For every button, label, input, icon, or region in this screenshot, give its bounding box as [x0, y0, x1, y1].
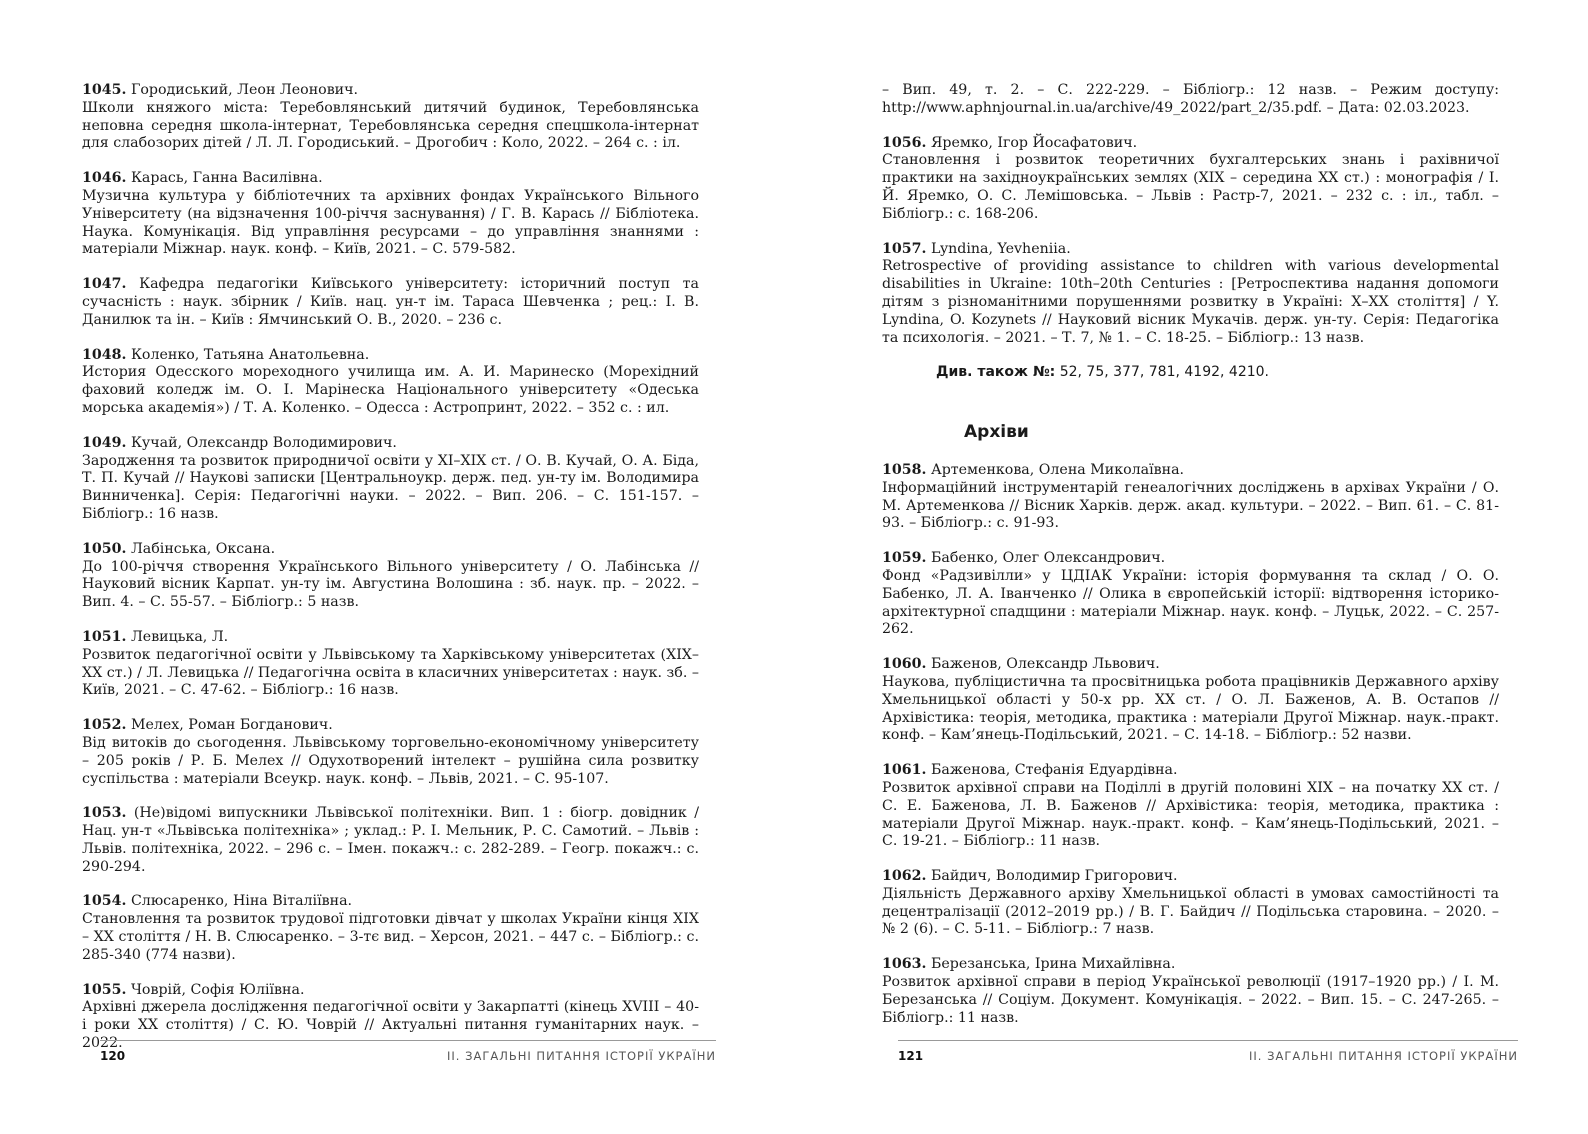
right-column — [882, 82, 1499, 1044]
entry-1055-continuation: – Вип. 49, т. 2. – С. 222-229. – Бібліогр.: 12 назв. – Режим доступу: http://www.aphnjournal.in.ua/archive/49_2022/part_2/35.pdf. – Дата: 02.03.2023. — [882, 82, 1499, 116]
entry-1045: 1045. Городиський, Леон Леонович. Школи княжого міста: Теребовлянський дитячий будинок, Теребовлянська неповна середня школа-інтернат, Теребовлянська середня спецшкола-інтернат для слабозорих дітей / Л. Л. Городиський. – Дрогобич : Коло, 2022. – 264 с. : іл. — [82, 82, 699, 152]
entry-text: Становлення та розвиток трудової підготовки дівчат у школах України кінця XIX – XX століття / Н. В. Слюсаренко. – 3-тє вид. – Херсон, 2021. – 447 с. – Бібліогр.: с. 285-340 (774 назви). — [82, 911, 699, 963]
entry-author: Баженова, Стефанія Едуардівна. — [930, 762, 1178, 779]
entry-author: Бабенко, Олег Олександрович. — [930, 550, 1166, 567]
entry-author: Карась, Ганна Василівна. — [130, 170, 323, 187]
entry-1048: 1048. Коленко, Татьяна Анатольевна. История Одесского мореходного училища им. А. И. Маринеско (Морехідний фаховий коледж ім. О. І. Марінеска Національного університету «Одеська морська академія») / Т. А. Коленко. – Одесса : Астропринт, 2022. – 352 с. : ил. — [82, 346, 699, 416]
page-number: 121 — [898, 1049, 924, 1063]
left-column — [82, 82, 699, 1070]
entry-author: Байдич, Володимир Григорович. — [930, 868, 1178, 885]
running-title: ІІ. ЗАГАЛЬНІ ПИТАННЯ ІСТОРІЇ УКРАЇНИ — [446, 1049, 716, 1063]
entry-text: Від витоків до сьогодення. Львівському торговельно-економічному університету – 205 років / Р. Б. Мелех // Одухотворений інтелект – рушійна сила розвитку суспільства : матеріали Всеукр. наук. конф. – Львів, 2021. – С. 95-107. — [82, 734, 699, 787]
entry-text: Кафедра педагогіки Київського університету: історичний поступ та сучасність : наук. збірник / Київ. нац. ун-т ім. Тараса Шевченка ; рец.: І. В. Данилюк та ін. – Київ : Ямчинський О. В., 2020. – 236 с. — [82, 276, 699, 328]
entry-text: Розвиток архівної справи на Поділлі в другій половині XIX – на початку XX ст. / С. Е. Баженова, Л. В. Баженов // Архівістика: теорія, методика, практика : матеріали Другої Міжнар. наук.-практ. конф. – Кам’янець-Подільський, 2021. – С. 19-21. – Бібліогр.: 11 назв. — [882, 779, 1499, 850]
entry-author: Артеменкова, Олена Миколаївна. — [930, 461, 1185, 478]
entry-1057: 1057. Lyndina, Yevheniia. Retrospective of providing assistance to children with various developmental disabilities in Ukraine: 10th–20th Centuries : [Ретроспектива надання допомоги дітям з різноманітними порушеннями розвитку в Україні: X–XX століття] / Y. Lyndina, O. Kozynets // Науковий вісник Мукачів. держ. ун-ту. Серія: Педагогіка та психологія. – 2021. – Т. 7, № 1. – С. 18-25. – Бібліогр.: 13 назв. — [882, 240, 1499, 346]
entry-text: Становлення і розвиток теоретичних бухгалтерських знань і рахівничої практики на західноукраїнських землях (XIX – середина XX ст.) : монографія / І. Й. Яремко, О. С. Лемішовська. – Львів : Растр-7, 2021. – 232 с. : іл., табл. – Бібліогр.: с. 168-206. — [882, 152, 1499, 222]
see-also-numbers: 52, 75, 377, 781, 4192, 4210. — [1055, 364, 1269, 381]
entry-1061: 1061. Баженова, Стефанія Едуардівна. Розвиток архівної справи на Поділлі в другій половині XIX – на початку XX ст. / С. Е. Баженова, Л. В. Баженов // Архівістика: теорія, методика, практика : матеріали Другої Міжнар. наук.-практ. конф. – Кам’янець-Подільський, 2021. – С. 19-21. – Бібліогр.: 11 назв. — [882, 762, 1499, 850]
entry-text: Архівні джерела дослідження педагогічної освіти у Закарпатті (кінець XVIII – 40-і роки XX століття) / С. Ю. Човрій // Актуальні питання гуманітарних наук. – 2022. — [82, 999, 699, 1052]
entry-1054: 1054. Слюсаренко, Ніна Віталіївна. Становлення та розвиток трудової підготовки дівчат у школах України кінця XIX – XX століття / Н. В. Слюсаренко. – 3-тє вид. – Херсон, 2021. – 447 с. – Бібліогр.: с. 285-340 (774 назви). — [82, 893, 699, 963]
entry-author: Слюсаренко, Ніна Віталіївна. — [130, 893, 353, 910]
entry-author: Lyndina, Yevheniia. — [930, 240, 1071, 257]
entry-text: Retrospective of providing assistance to children with various developmental disabilities in Ukraine: 10th–20th Centuries : [Ретроспектива надання допомоги дітям з різноманітними порушеннями розвитку в Україні: X–XX століття] / Y. Lyndina, O. Kozynets // Науковий вісник Мукачів. держ. ун-ту. Серія: Педагогіка та психологія. – 2021. – Т. 7, № 1. – С. 18-25. – Бібліогр.: 13 назв. — [882, 258, 1499, 346]
entry-text: Зародження та розвиток природничої освіти у XI–XIX ст. / О. В. Кучай, О. А. Біда, Т. П. Кучай // Наукові записки [Центральноукр. держ. пед. ун-ту ім. Володимира Винниченка]. Серія: Педагогічні науки. – 2022. – Вип. 206. – С. 151-157. – Бібліогр.: 16 назв. — [82, 452, 699, 522]
entry-author: Левицька, Л. — [130, 628, 229, 645]
left-footer — [100, 1040, 716, 1071]
entry-1063: 1063. Березанська, Ірина Михайлівна. Розвиток архівної справи в період Української революції (1917–1920 рр.) / І. М. Березанська // Соціум. Документ. Комунікація. – 2022. – Вип. 15. – С. 247-265. – Бібліогр.: 11 назв. — [882, 956, 1499, 1026]
right-page — [794, 0, 1588, 1134]
entry-text: Діяльність Державного архіву Хмельницької області в умовах самостійності та децентралізації (2012–2019 рр.) / В. Г. Байдич // Подільська старовина. – 2020. – № 2 (6). – С. 5-11. – Бібліогр.: 7 назв. — [882, 885, 1499, 938]
entry-author: Баженов, Олександр Львович. — [930, 656, 1160, 673]
entry-text: Фонд «Радзивілли» у ЦДІАК України: історія формування та склад / О. О. Бабенко, Л. А. Іванченко // Олика в європейській історії: відтворення історико-архітектурної спадщини : матеріали Міжнар. наук. конф. – Луцьк, 2022. – С. 257-262. — [882, 567, 1499, 638]
entry-1051: 1051. Левицька, Л. Розвиток педагогічної освіти у Львівському та Харківському університетах (XIX–XX ст.) / Л. Левицька // Педагогічна освіта в класичних університетах : наук. зб. – Київ, 2021. – С. 47-62. – Бібліогр.: 16 назв. — [82, 628, 699, 699]
see-also — [936, 364, 1499, 382]
entry-1050: 1050. Лабінська, Оксана. До 100-річчя створення Українського Вільного університету / О. Лабінська // Науковий вісник Карпат. ун-ту ім. Августина Волошина : зб. наук. пр. – 2022. – Вип. 4. – С. 55-57. – Бібліогр.: 5 назв. — [82, 540, 699, 611]
entry-text: Розвиток педагогічної освіти у Львівському та Харківському університетах (XIX–XX ст.) / Л. Левицька // Педагогічна освіта в класичних університетах : наук. зб. – Київ, 2021. – С. 47-62. – Бібліогр.: 16 назв. — [82, 646, 699, 699]
entry-1055: 1055. Човрій, Софія Юліївна. Архівні джерела дослідження педагогічної освіти у Закарпатті (кінець XVIII – 40-і роки XX століття) / С. Ю. Човрій // Актуальні питання гуманітарних наук. – 2022. — [82, 981, 699, 1052]
entry-author: Мелех, Роман Богданович. — [130, 717, 333, 734]
entry-1062: 1062. Байдич, Володимир Григорович. Діяльність Державного архіву Хмельницької області в умовах самостійності та децентралізації (2012–2019 рр.) / В. Г. Байдич // Подільська старовина. – 2020. – № 2 (6). – С. 5-11. – Бібліогр.: 7 назв. — [882, 868, 1499, 938]
running-title: ІІ. ЗАГАЛЬНІ ПИТАННЯ ІСТОРІЇ УКРАЇНИ — [1248, 1049, 1518, 1063]
entry-text: История Одесского мореходного училища им. А. И. Маринеско (Морехідний фаховий коледж ім. О. І. Марінеска Національного університету «Одеська морська академія») / Т. А. Коленко. – Одесса : Астропринт, 2022. – 352 с. : ил. — [82, 364, 699, 416]
see-also-label: Див. також №: — [936, 364, 1056, 381]
entry-author: Човрій, Софія Юліївна. — [130, 981, 305, 998]
entry-1052: 1052. Мелех, Роман Богданович. Від витоків до сьогодення. Львівському торговельно-економічному університету – 205 років / Р. Б. Мелех // Одухотворений інтелект – рушійна сила розвитку суспільства : матеріали Всеукр. наук. конф. – Львів, 2021. – С. 95-107. — [82, 717, 699, 787]
entry-text: До 100-річчя створення Українського Вільного університету / О. Лабінська // Науковий вісник Карпат. ун-ту ім. Августина Волошина : зб. наук. пр. – 2022. – Вип. 4. – С. 55-57. – Бібліогр.: 5 назв. — [82, 558, 699, 611]
entry-text: Розвиток архівної справи в період Української революції (1917–1920 рр.) / І. М. Березанська // Соціум. Документ. Комунікація. – 2022. – Вип. 15. – С. 247-265. – Бібліогр.: 11 назв. — [882, 974, 1499, 1026]
entry-author: Коленко, Татьяна Анатольевна. — [130, 346, 370, 363]
entry-author: Кучай, Олександр Володимирович. — [130, 434, 397, 451]
entry-text: (Не)відомі випускники Львівської політехніки. Вип. 1 : біогр. довідник / Нац. ун-т «Львівська політехніка» ; уклад.: Р. І. Мельник, Р. С. Самотий. – Львів : Львів. політехніка, 2022. – 296 с. – Імен. покажч.: с. 282-289. – Геогр. покажч.: с. 290-294. — [82, 805, 699, 875]
entry-1059: 1059. Бабенко, Олег Олександрович. Фонд «Радзивілли» у ЦДІАК України: історія формування та склад / О. О. Бабенко, Л. А. Іванченко // Олика в європейській історії: відтворення історико-архітектурної спадщини : матеріали Міжнар. наук. конф. – Луцьк, 2022. – С. 257-262. — [882, 550, 1499, 638]
entry-1046: 1046. Карась, Ганна Василівна. Музична культура у бібліотечних та архівних фондах Українського Вільного Університету (на відзначення 100-річчя заснування) / Г. В. Карась // Бібліотека. Наука. Комунікація. Від управління ресурсами – до управління знаннями : матеріали Міжнар. наук. конф. – Київ, 2021. – С. 579-582. — [82, 170, 699, 258]
entry-text: Інформаційний інструментарій генеалогічних досліджень в архівах України / О. М. Артеменкова // Вісник Харків. держ. акад. культури. – 2022. – Вип. 61. – С. 81-93. – Бібліогр.: с. 91-93. — [882, 479, 1499, 532]
entry-author: Березанська, Ірина Михайлівна. — [930, 956, 1176, 973]
entry-1058: 1058. Артеменкова, Олена Миколаївна. Інформаційний інструментарій генеалогічних досліджень в архівах України / О. М. Артеменкова // Вісник Харків. держ. акад. культури. – 2022. – Вип. 61. – С. 81-93. – Бібліогр.: с. 91-93. — [882, 461, 1499, 532]
entry-author: Лабінська, Оксана. — [130, 540, 276, 557]
entry-text: Наукова, публіцистична та просвітницька робота працівників Державного архіву Хмельницької області у 50-х рр. XX ст. / О. Л. Баженов, А. В. Остапов // Архівістика: теорія, методика, практика : матеріали Другої Міжнар. наук.-практ. конф. – Кам’янець-Подільський, 2021. – С. 14-18. – Бібліогр.: 52 назви. — [882, 673, 1499, 744]
entry-1047: 1047. Кафедра педагогіки Київського університету: історичний поступ та сучасність : наук. збірник / Київ. нац. ун-т ім. Тараса Шевченка ; рец.: І. В. Данилюк та ін. – Київ : Ямчинський О. В., 2020. – 236 с. — [82, 276, 699, 328]
entry-text: Школи княжого міста: Теребовлянський дитячий будинок, Теребовлянська неповна середня школа-інтернат, Теребовлянська середня спецшкола-інтернат для слабозорих дітей / Л. Л. Городиський. – Дрогобич : Коло, 2022. – 264 с. : іл. — [82, 99, 699, 152]
entry-author: Яремко, Ігор Йосафатович. — [930, 134, 1138, 151]
entry-1060: 1060. Баженов, Олександр Львович. Наукова, публіцистична та просвітницька робота працівників Державного архіву Хмельницької області у 50-х рр. XX ст. / О. Л. Баженов, А. В. Остапов // Архівістика: теорія, методика, практика : матеріали Другої Міжнар. наук.-практ. конф. – Кам’янець-Подільський, 2021. – С. 14-18. – Бібліогр.: 52 назви. — [882, 656, 1499, 744]
entry-author: Городиський, Леон Леонович. — [130, 82, 359, 98]
entry-1049: 1049. Кучай, Олександр Володимирович. Зародження та розвиток природничої освіти у XI–XIX ст. / О. В. Кучай, О. А. Біда, Т. П. Кучай // Наукові записки [Центральноукр. держ. пед. ун-ту ім. Володимира Винниченка]. Серія: Педагогічні науки. – 2022. – Вип. 206. – С. 151-157. – Бібліогр.: 16 назв. — [82, 434, 699, 522]
entry-1053: 1053. (Не)відомі випускники Львівської політехніки. Вип. 1 : біогр. довідник / Нац. ун-т «Львівська політехніка» ; уклад.: Р. І. Мельник, Р. С. Самотий. – Львів : Львів. політехніка, 2022. – 296 с. – Імен. покажч.: с. 282-289. – Геогр. покажч.: с. 290-294. — [82, 805, 699, 875]
section-title: Архіви — [964, 422, 1029, 443]
right-footer — [898, 1040, 1518, 1071]
entry-1056: 1056. Яремко, Ігор Йосафатович. Становлення і розвиток теоретичних бухгалтерських знань і рахівничої практики на західноукраїнських землях (XIX – середина XX ст.) : монографія / І. Й. Яремко, О. С. Лемішовська. – Львів : Растр-7, 2021. – 232 с. : іл., табл. – Бібліогр.: с. 168-206. — [882, 134, 1499, 222]
page-number: 120 — [100, 1049, 126, 1063]
entry-text: Музична культура у бібліотечних та архівних фондах Українського Вільного Університету (на відзначення 100-річчя заснування) / Г. В. Карась // Бібліотека. Наука. Комунікація. Від управління ресурсами – до управління знаннями : матеріали Міжнар. наук. конф. – Київ, 2021. – С. 579-582. — [82, 187, 699, 258]
